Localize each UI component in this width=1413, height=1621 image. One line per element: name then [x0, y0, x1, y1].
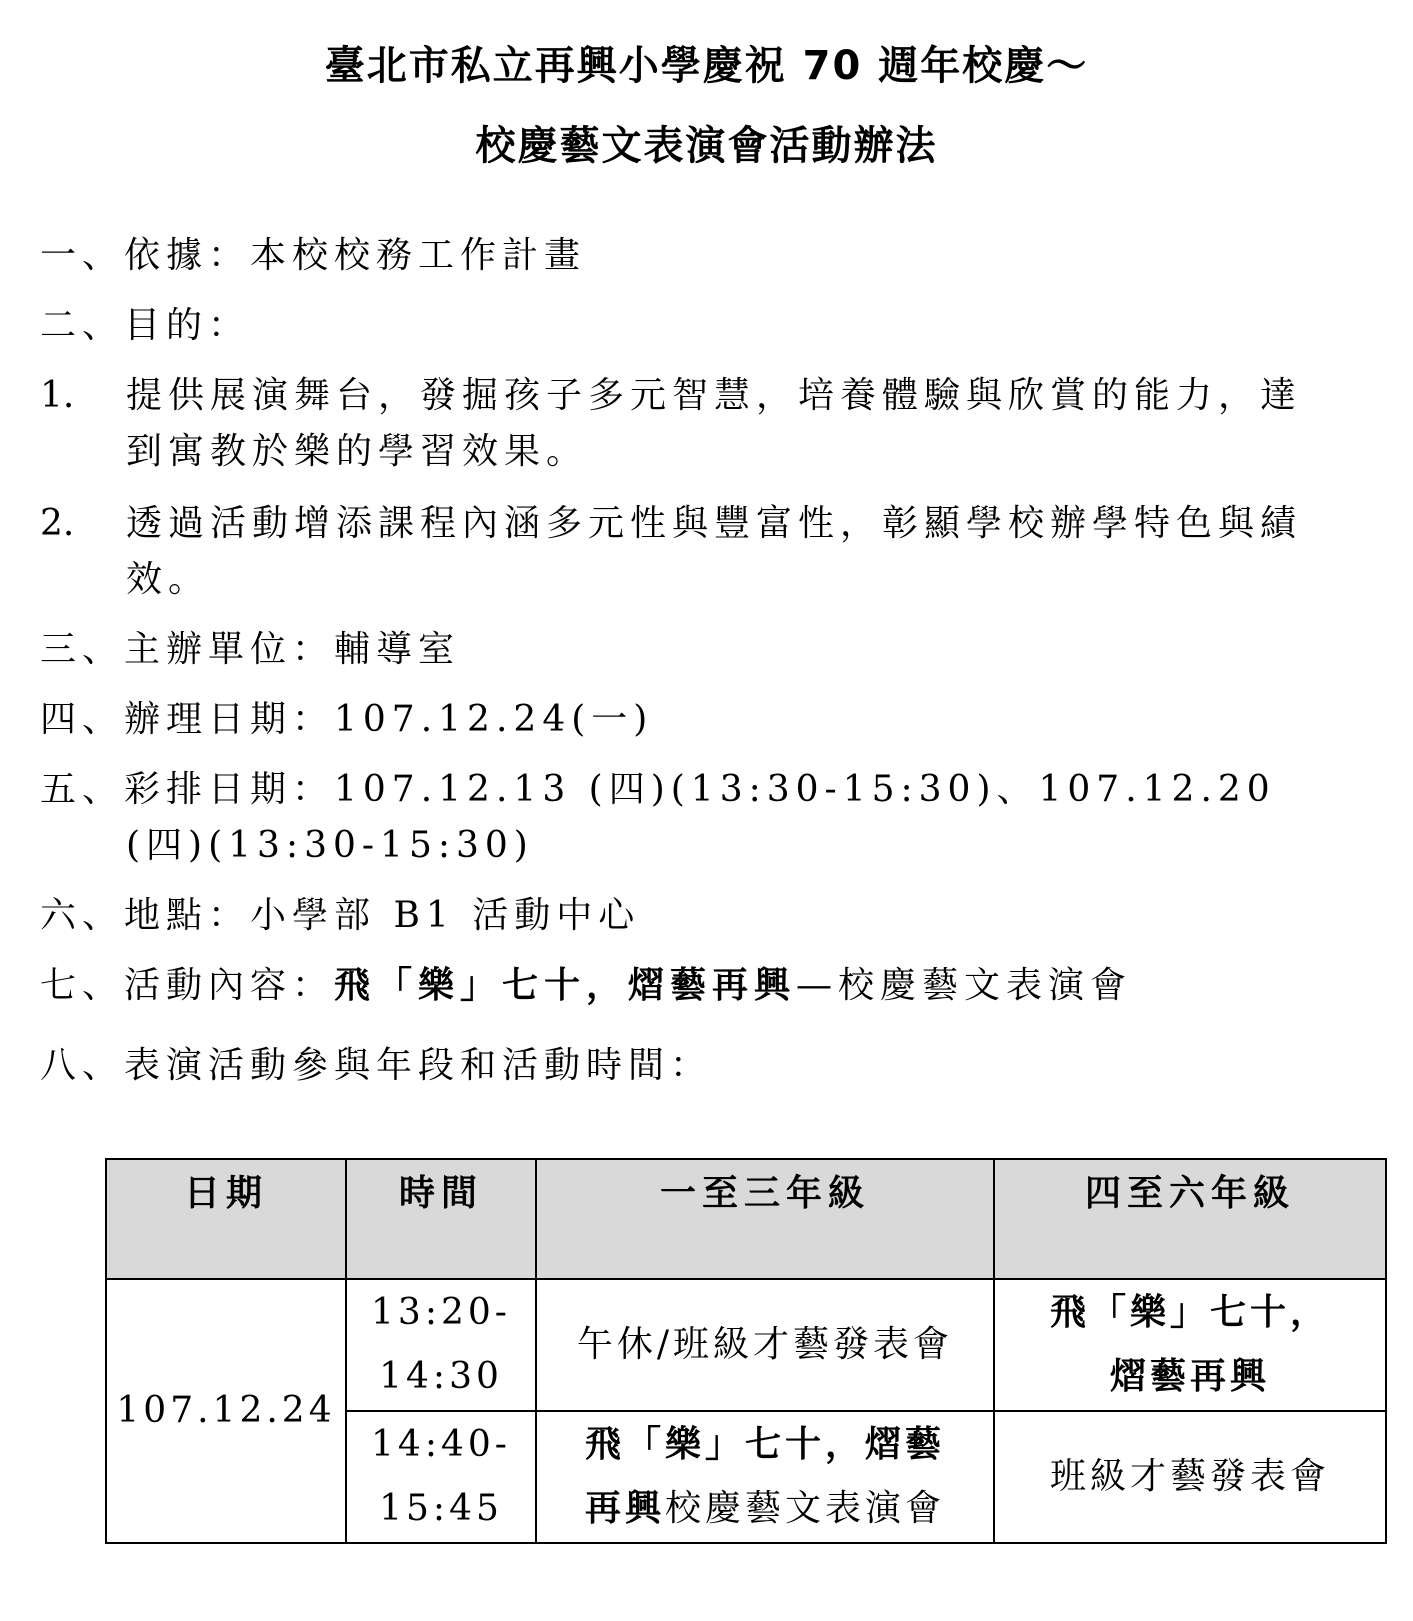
header-time: 時間 — [346, 1159, 536, 1279]
date-cell: 107.12.24 — [106, 1279, 346, 1543]
purpose-1-line2: 到寓教於樂的學習效果。 — [126, 431, 589, 472]
header-grades-4-6: 四至六年級 — [994, 1159, 1386, 1279]
theme-line2-rest: 校慶藝文表演會 — [665, 1488, 946, 1529]
theme-line2: 熠藝再興 — [1109, 1356, 1270, 1397]
purpose-1-line1: 提供展演舞台，發掘孩子多元智慧，培養體驗與欣賞的能力，達 — [126, 375, 1303, 416]
time-start: 14:40- — [371, 1424, 511, 1465]
section-rehearsal-line1: 五、彩排日期：107.12.13 (四)(13:30-15:30)、107.12.20 — [40, 769, 1276, 810]
time-end: 14:30 — [379, 1356, 503, 1397]
theme-line2-bold: 再興 — [584, 1488, 665, 1529]
theme-line1: 飛「樂」七十，熠藝 — [584, 1424, 945, 1465]
section-rehearsal-line2: (四)(13:30-15:30) — [126, 825, 534, 866]
time-cell — [346, 1411, 536, 1543]
section-basis: 一、依據：本校校務工作計畫 — [40, 235, 587, 276]
section-organizer: 三、主辦單位：輔導室 — [40, 629, 461, 670]
activity-content-suffix: —校慶藝文表演會 — [796, 965, 1133, 1006]
time-end: 15:45 — [379, 1488, 503, 1529]
schedule-table — [105, 1158, 1387, 1544]
header-date: 日期 — [106, 1159, 346, 1279]
grades-4-6-cell: 班級才藝發表會 — [994, 1411, 1386, 1543]
purpose-2-number: 2. — [40, 503, 75, 544]
section-purpose: 二、目的： — [40, 305, 251, 346]
section-location: 六、地點：小學部 B1 活動中心 — [40, 895, 641, 936]
table-row — [106, 1279, 1386, 1411]
table-header-row — [106, 1159, 1386, 1279]
purpose-2-line1: 透過活動增添課程內涵多元性與豐富性，彰顯學校辦學特色與績 — [126, 503, 1303, 544]
theme-line1: 飛「樂」七十， — [1049, 1292, 1330, 1333]
grades-1-3-cell: 午休/班級才藝發表會 — [536, 1279, 994, 1411]
section-activity-content — [40, 965, 1133, 1006]
theme-line2 — [537, 1477, 993, 1541]
activity-theme: 飛「樂」七十，熠藝再興 — [334, 965, 797, 1006]
document-title-line1: 臺北市私立再興小學慶祝 70 週年校慶～ — [324, 43, 1089, 89]
section-schedule-heading: 八、表演活動參與年段和活動時間： — [40, 1045, 713, 1086]
time-cell — [346, 1279, 536, 1411]
time-start: 13:20- — [371, 1292, 511, 1333]
activity-content-prefix: 七、活動內容： — [40, 965, 335, 1006]
section-event-date: 四、辦理日期：107.12.24(一) — [40, 699, 654, 740]
header-grades-1-3: 一至三年級 — [536, 1159, 994, 1279]
document-title-line2: 校慶藝文表演會活動辦法 — [475, 123, 938, 169]
grades-4-6-cell — [994, 1279, 1386, 1411]
purpose-1-number: 1. — [40, 375, 75, 416]
purpose-2-line2: 效。 — [126, 559, 211, 600]
grades-1-3-cell — [536, 1411, 994, 1543]
